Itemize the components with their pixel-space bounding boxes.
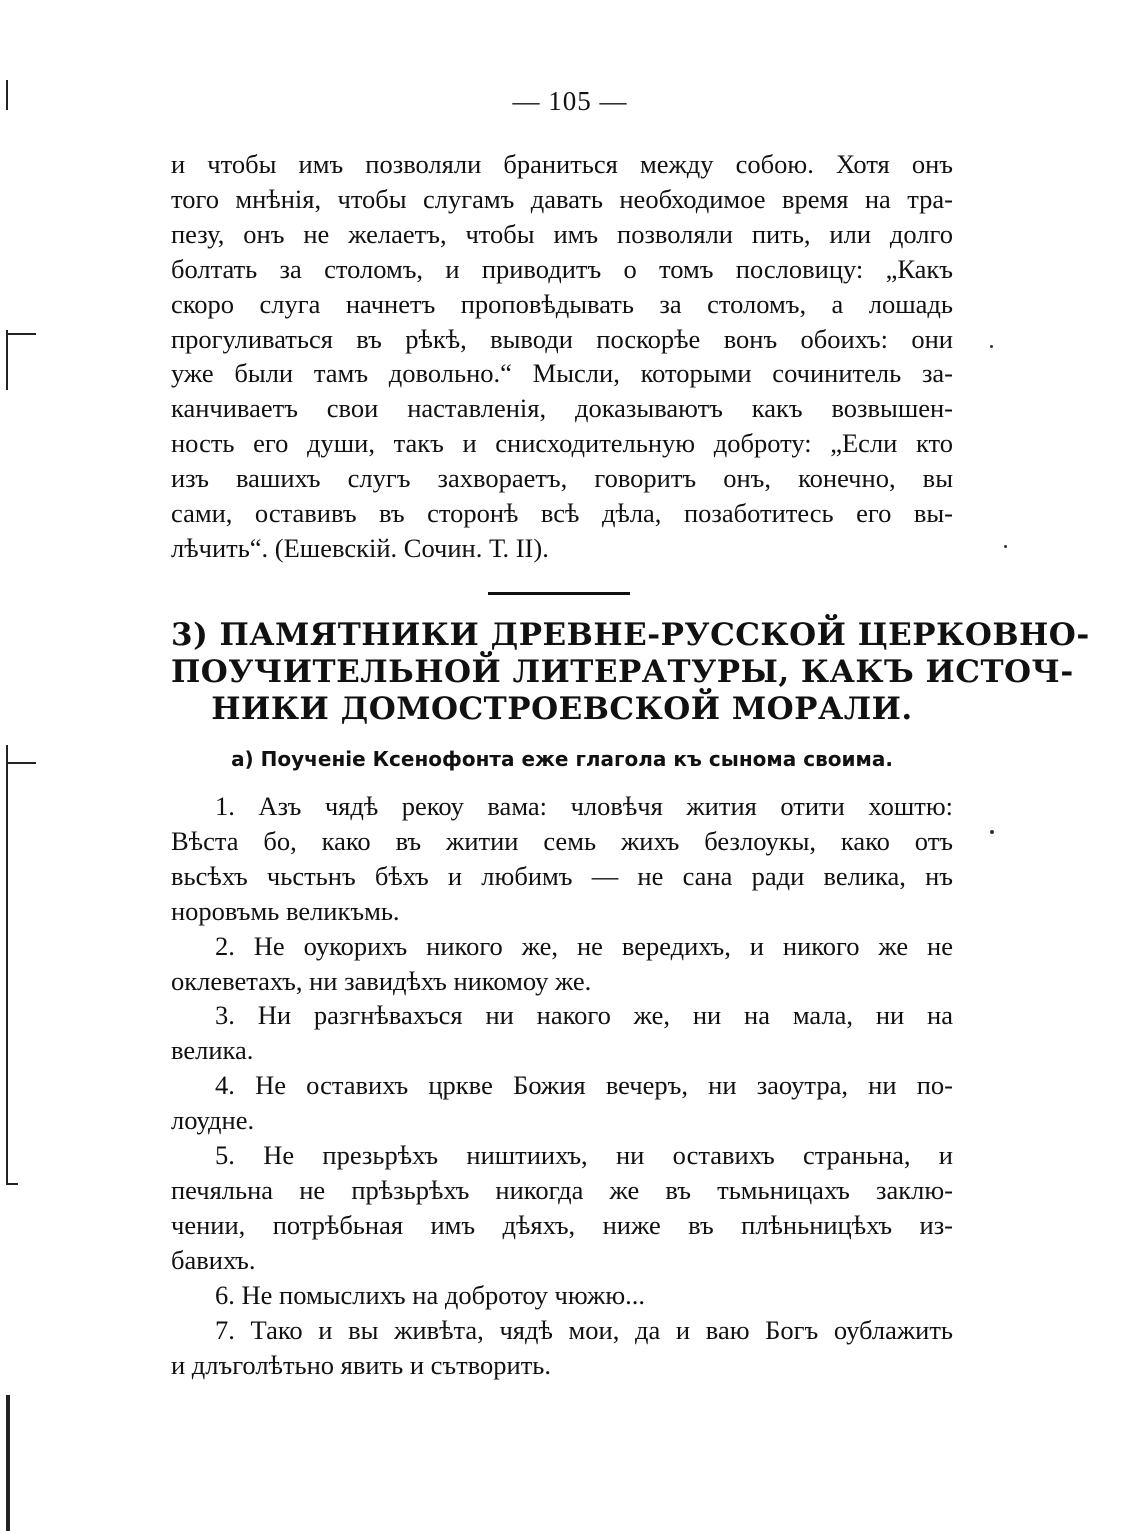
text-line: сами, оставивъ въ сторонѣ всѣ дѣла, позаботитесь его вы- [171,498,953,529]
scan-edge-line [6,330,8,390]
item-line: бавихъ. [171,1244,256,1275]
scan-edge-tick [6,333,36,335]
subheading: а) Поученіе Ксенофонта еже глагола къ сынома своима. [231,747,893,771]
item-line: оклеветахъ, ни завидѣхъ никомоу же. [171,965,592,996]
item-line: Вѣста бо, како въ житии семь жихъ безлоукы, како отъ [171,825,953,856]
text-line: изъ вашихъ слугъ захвораетъ, говоритъ онъ, конечно, вы [171,463,953,494]
item-line: вьсѣхъ чьстьнъ бѣхъ и любимъ — не сана ради велика, нъ [171,860,953,891]
item-line: норовъмь великъмь. [171,895,400,926]
list-item [171,998,953,1068]
scan-speck [1004,545,1007,548]
text-line: скоро слуга начнетъ проповѣдывать за столомъ, а лошадь [171,288,953,319]
section-divider [488,592,630,595]
item-line: и длъголѣтьно явить и сътворить. [171,1349,551,1380]
list-item [171,929,953,999]
scan-edge-tick [6,762,36,764]
text-line: канчиваетъ свои наставленія, доказываютъ какъ возвышен- [171,393,953,424]
section-heading [171,617,1090,728]
item-line: велика. [171,1035,254,1066]
item-line: лоудне. [171,1105,255,1136]
text-line: прогуливаться въ рѣкѣ, выводи поскорѣе вонъ обоихъ: они [171,323,953,354]
scan-edge-tick [6,1183,18,1185]
item-line: 2. Не оукорихъ никого же, не вередихъ, и никого же не [215,930,953,961]
item-line: 4. Не оставихъ црквe Божия вечеръ, ни заоутра, ни по- [215,1070,953,1101]
intro-paragraph [171,147,953,566]
text-line: уже были тамъ довольно.“ Мысли, которыми сочинитель за- [171,358,953,389]
heading-line: 3) ПАМЯТНИКИ ДРЕВНЕ-РУССКОЙ ЦЕРКОВНО- [171,617,1090,653]
numbered-list [171,789,953,1382]
list-item [171,1068,953,1138]
item-line: печяльна не прѣзьрѣхъ никогда же въ тьмьницахъ заклю- [171,1174,953,1205]
scan-edge-line [6,1395,10,1531]
item-line: чении, потрѣбьная имъ дѣяхъ, ниже въ плѣньницѣхъ из- [171,1209,953,1240]
item-line: 1. Азъ чядѣ рекоу вама: чловѣчя жития отити хоштю: [215,791,953,821]
list-item [171,1313,953,1383]
text-line: пезу, онъ не желаетъ, чтобы имъ позволяли пить, или долго [171,218,953,249]
page-number: — 105 — [512,86,628,116]
text-line: ность его души, такъ и снисходительную доброту: „Если кто [171,428,953,459]
text-line: и чтобы имъ позволяли браниться между собою. Хотя онъ [171,149,953,179]
scan-speck [990,345,993,348]
heading-line: НИКИ ДОМОСТРОЕВСКОЙ МОРАЛИ. [211,691,913,727]
text-line: лѣчить“. (Ешевскій. Сочин. Т. II). [171,532,549,563]
item-line: 5. Не презьрѣхъ ништиихъ, ни оставихъ страньна, и [215,1140,953,1171]
list-item [171,789,953,929]
scan-edge-line [6,745,8,1185]
item-line: 7. Тако и вы живѣта, чядѣ мои, да и ваю Богъ оублажить [215,1314,953,1345]
item-line: 3. Ни разгнѣвахъся ни накого же, ни на мала, ни на [215,1000,953,1031]
text-line: болтать за столомъ, и приводитъ о томъ пословицу: „Какъ [171,253,953,284]
list-item [171,1278,953,1313]
list-item [171,1138,953,1278]
scan-speck [990,830,994,834]
item-line: 6. Не помыслихъ на добротоу чюжю... [215,1279,645,1310]
text-line: того мнѣнія, чтобы слугамъ давать необходимое время на тра- [171,183,953,214]
heading-line: ПОУЧИТЕЛЬНОЙ ЛИТЕРАТУРЫ, КАКЪ ИСТОЧ- [171,654,1074,690]
